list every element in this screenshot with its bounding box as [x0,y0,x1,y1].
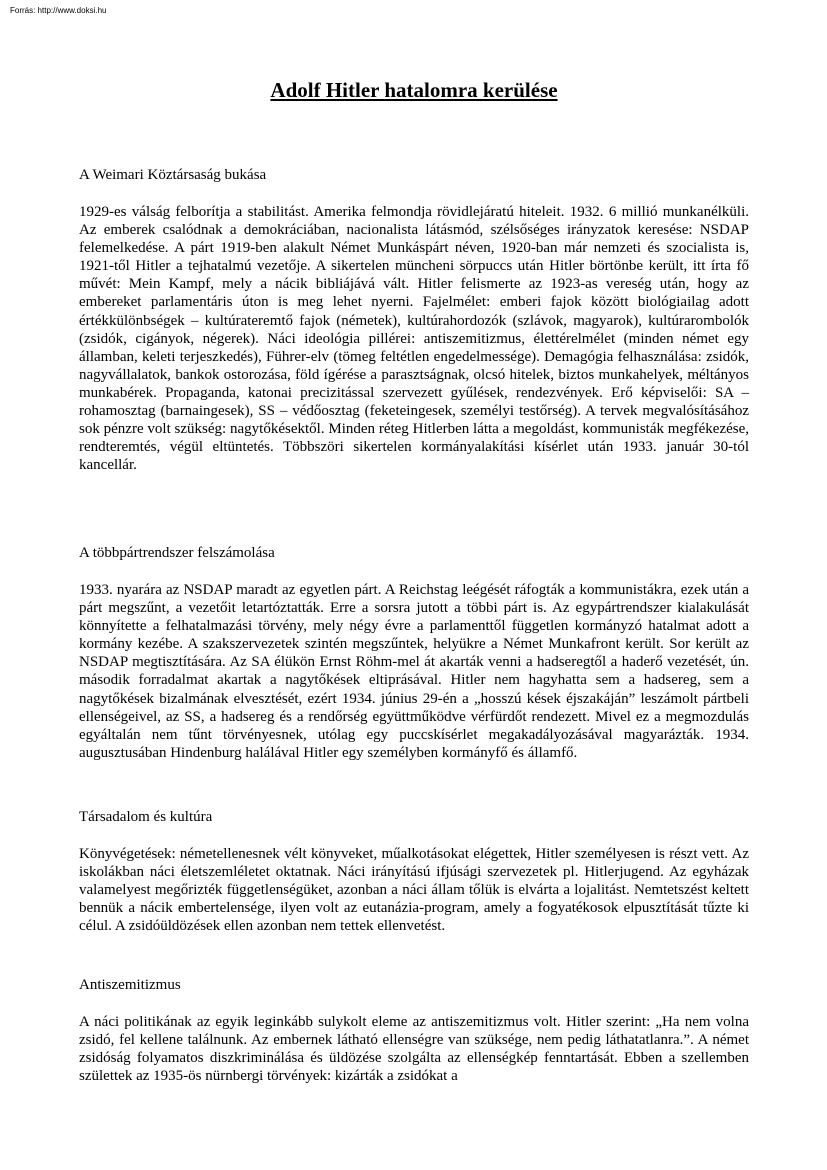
section-text-weimar: 1929-es válság felborítja a stabilitást. Amerika felmondja rövidlejáratú hiteleit. 1932. 6 millió munkanélküli. Az emberek csalódnak a demokráciában, nacionalista látásmód, szélsőséges irányzatok keresése: NSDAP felemelkedése. A párt 1919-ben alakult Német Munkáspárt néven, 1920-ban már nemzeti és szocialista is, 1921-től Hitler a tejhatalmú vezetője. A sikertelen müncheni sörpuccs után Hitler börtönbe került, itt írta fő művét: Mein Kampf, mely a nácik bibliájává vált. Hitler felismerte az 1923-as vereség után, hogy az embereket parlamentáris úton is meg lehet nyerni. Fajelmélet: emberi fajok között biológiailag adott értékkülönbségek – kultúrateremtő fajok (németek), kultúrahordozók (szlávok, magyarok), kultúrarombolók (zsidók, cigányok, négerek). Náci ideológia pillérei: antiszemitizmus, élettérelmélet (minden német egy államban, keleti terjeszkedés), Führer-elv (tömeg feltétlen engedelmessége). Demagógia felhasználása: zsidók, nagyvállalatok, bankok ostorozása, föld ígérése a parasztságnak, olcsó hitelek, biztos munkahelyek, méltányos munkabérek. Propaganda, katonai precizitással szervezett gyűlések, rendezvények. Erő képviselői: SA – rohamosztag (barnaingesek), SS – védőosztag (feketeingesek, személyi testőrség). A tervek megvalósításához sok pénzre volt szükség: nagytőkésektől. Minden réteg Hitlerben látta a megoldást, kommunisták megfékezése, rendteremtés, végül eltüntetés. Többszöri sikertelen kormányalakítási kísérlet után 1933. január 30-tól kancellár. [79,204,749,474]
section-heading-antisemitism: Antiszemitizmus [79,977,181,993]
section-text-society: Könyvégetések: németellenesnek vélt könyveket, műalkotásokat elégettek, Hitler személyesen is részt vett. Az iskolákban náci életszemléletet oktatnak. Náci irányítású ifjúsági szervezetek pl. Hitlerjugend. Az egyházak valamelyest megőrizték függetlenségüket, azonban a náci állam tőlük is elvárta a lojalitást. Nemtetszést keltett bennük a nácik embertelensége, ilyen volt az eutanázia-program, amely a fogyatékosok elpusztítását tűzte ki célul. A zsidóüldözések ellen azonban nem tettek ellenvetést. [79,846,749,935]
section-text-multiparty: 1933. nyarára az NSDAP maradt az egyetlen párt. A Reichstag leégését ráfogták a kommunistákra, ezek után a párt megszűnt, a vezetőit letartóztatták. Erre a sorsra jutott a többi párt is. Az egypártrendszer kialakulását könnyítette a felhatalmazási törvény, mely négy évre a parlamenttől független kormányzó hatalmat adott a kormány kezébe. A szakszervezetek szintén megszűntek, helyükre a Német Munkafront került. Sor került az NSDAP megtisztítására. Az SA élükön Ernst Röhm-mel át akarták venni a hadseregtől a haderő vezetését, ún. második forradalmat akartak a nagytőkések eltiprásával. Hitler nem hagyhatta sem a hadsereg, sem a nagytőkések bizalmának elvesztését, ezért 1934. június 29-én a „hosszú kések éjszakáján” leszámolt pártbeli ellenségeivel, az SS, a hadsereg és a rendőrség együttműködve vérfürdőt rendezett. Mivel ez a megmozdulás egyáltalán nem tűnt törvényesnek, utólag egy puccskísérlet megakadályozásával magyarázták. 1934. augusztusában Hindenburg halálával Hitler egy személyben kormányfő és államfő. [79,582,749,761]
section-heading-multiparty: A többpártrendszer felszámolása [79,545,275,561]
source-note: Forrás: http://www.doksi.hu [10,6,107,15]
section-heading-weimar: A Weimari Köztársaság bukása [79,167,267,183]
section-heading-society: Társadalom és kultúra [79,809,213,825]
document-title: Adolf Hitler hatalomra kerülése [270,78,558,102]
section-text-antisemitism: A náci politikának az egyik leginkább sulykolt eleme az antiszemitizmus volt. Hitler szerint: „Ha nem volna zsidó, fel kellene találnunk. Az embernek látható ellenségre van szüksége, nem pedig láthatatlanra.”. A német zsidóság folyamatos diszkriminálása és üldözése szolgálta az ellenségkép fenntartását. Ebben a szellemben születtek az 1935-ös nürnbergi törvények: kizárták a zsidókat a [79,1014,749,1085]
